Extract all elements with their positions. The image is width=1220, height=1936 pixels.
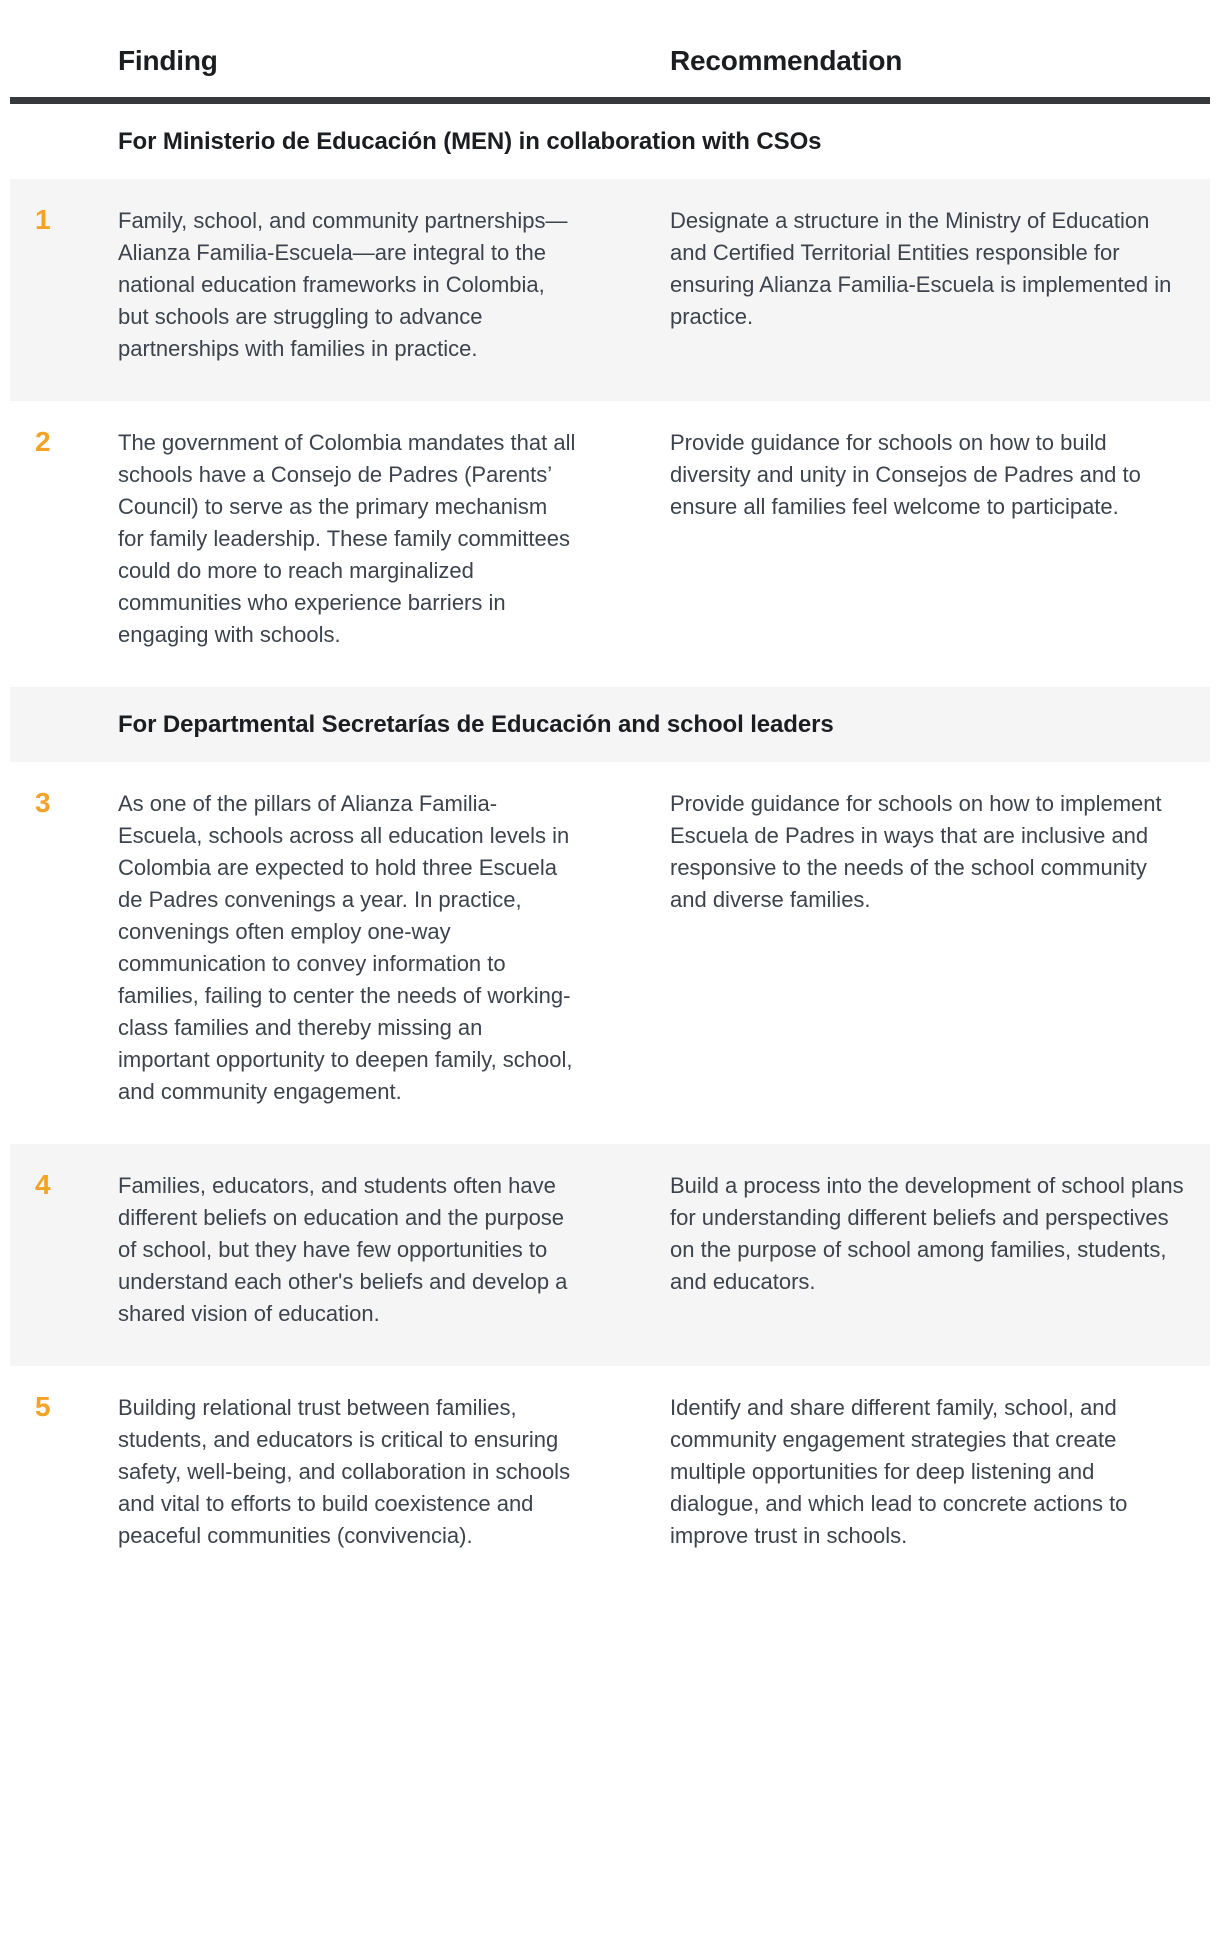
row-number: 4 <box>35 1169 51 1200</box>
column-header-recommendation: Recommendation <box>670 45 903 76</box>
row-number: 3 <box>35 787 51 818</box>
section-number-spacer <box>10 127 118 156</box>
recommendation-cell: Identify and share different family, school, and community engagement strategies that create multiple opportunities for deep listening and dialogue, and which lead to concrete actions to improve trust in schools. <box>670 1395 1128 1548</box>
section-header-men-csos <box>10 104 1210 179</box>
table-row-5 <box>10 1366 1210 1588</box>
recommendation-cell: Provide guidance for schools on how to implement Escuela de Padres in ways that are inclusive and responsive to the needs of the school community and diverse families. <box>670 791 1162 912</box>
section-header-title: For Departmental Secretarías de Educación and school leaders <box>118 711 834 738</box>
column-header-finding: Finding <box>118 45 218 76</box>
section-header-title: For Ministerio de Educación (MEN) in collaboration with CSOs <box>118 128 822 155</box>
section-header-secretarias <box>10 687 1210 762</box>
finding-cell: Families, educators, and students often have different beliefs on education and the purpose of school, but they have few opportunities to understand each other's beliefs and develop a shared vision of education. <box>118 1173 568 1326</box>
header-number-spacer <box>10 44 118 78</box>
recommendation-cell: Build a process into the development of school plans for understanding different beliefs and perspectives on the purpose of school among families, students, and educators. <box>670 1173 1184 1294</box>
table-row-4 <box>10 1144 1210 1366</box>
table-row-1 <box>10 179 1210 401</box>
recommendation-cell: Designate a structure in the Ministry of Education and Certified Territorial Entities responsible for ensuring Alianza Familia-Escuela is implemented in practice. <box>670 208 1172 329</box>
finding-cell: As one of the pillars of Alianza Familia-Escuela, schools across all education levels in Colombia are expected to hold three Escuela de Padres convenings a year. In practice, convenings often employ one-way communication to convey information to families, failing to center the needs of working-class families and thereby missing an important opportunity to deepen family, school, and community engagement. <box>118 791 573 1104</box>
section-number-spacer <box>10 710 118 739</box>
table-row-3 <box>10 762 1210 1144</box>
findings-recommendations-table <box>10 0 1210 1588</box>
row-number: 1 <box>35 204 51 235</box>
finding-cell: Building relational trust between families, students, and educators is critical to ensuring safety, well-being, and collaboration in schools and vital to efforts to build coexistence and peaceful communities (convivencia). <box>118 1395 571 1548</box>
finding-cell: The government of Colombia mandates that all schools have a Consejo de Padres (Parents’ Council) to serve as the primary mechanism for family leadership. These family committees could do more to reach marginalized communities who experience barriers in engaging with schools. <box>118 430 576 647</box>
table-header-row <box>10 0 1210 97</box>
table-row-2 <box>10 401 1210 687</box>
recommendation-cell: Provide guidance for schools on how to build diversity and unity in Consejos de Padres and to ensure all families feel welcome to participate. <box>670 430 1141 519</box>
row-number: 5 <box>35 1391 51 1422</box>
row-number: 2 <box>35 426 51 457</box>
finding-cell: Family, school, and community partnerships—Alianza Familia-Escuela—are integral to the national education frameworks in Colombia, but schools are struggling to advance partnerships with families in practice. <box>118 208 568 361</box>
header-divider-rule <box>10 97 1210 104</box>
